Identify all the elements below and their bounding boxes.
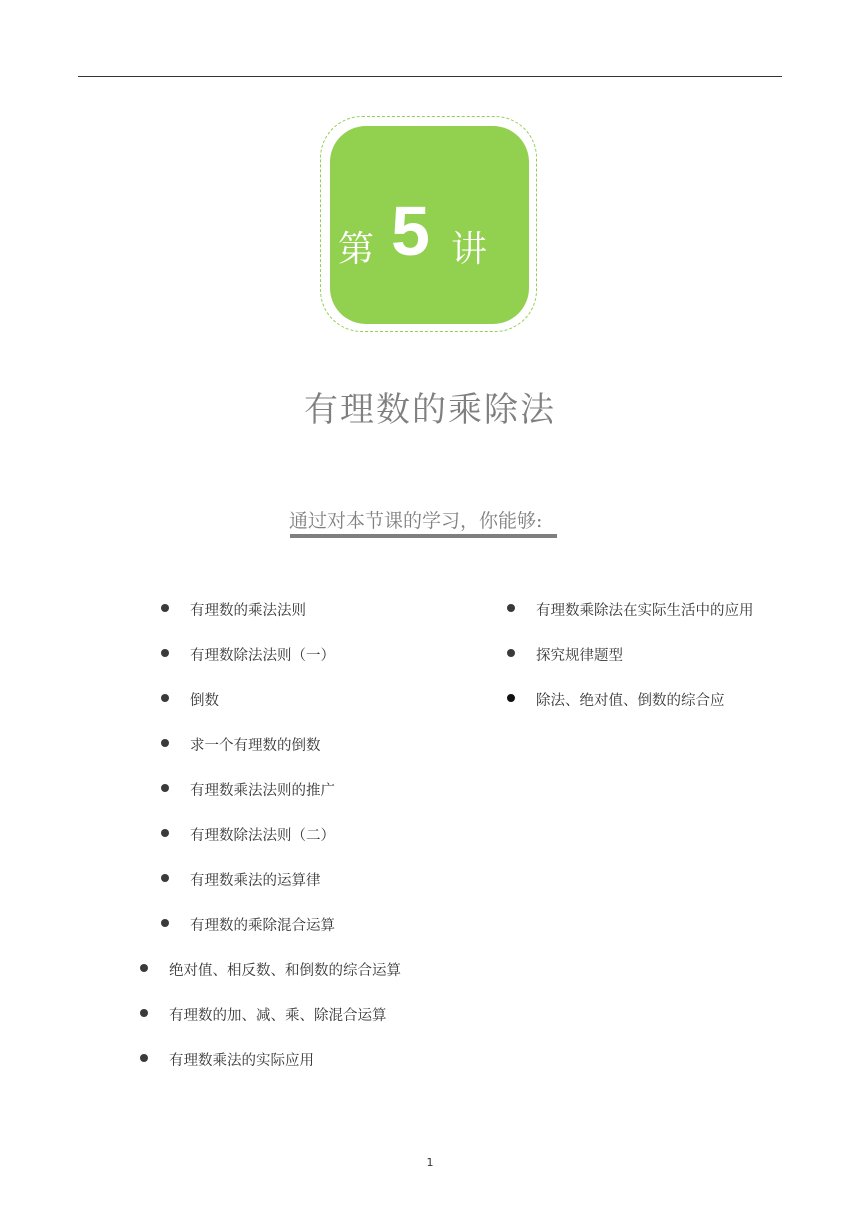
bullet-icon [161,604,169,612]
bullet-icon [507,604,515,612]
objective-item: 有理数乘法法则的推广 [190,783,335,799]
bullet-icon [140,1054,148,1062]
bullet-icon [140,1009,148,1017]
objective-item: 有理数的加、减、乘、除混合运算 [169,1008,387,1024]
objective-item: 有理数乘法的实际应用 [169,1053,314,1069]
objective-item: 绝对值、相反数、和倒数的综合运算 [169,963,401,979]
lesson-number-suffix: 讲 [451,229,488,270]
bullet-icon [161,739,169,747]
bullet-icon [161,829,169,837]
lesson-number: 5 [391,192,430,270]
objective-item: 有理数的乘除混合运算 [190,918,335,934]
bullet-icon [161,874,169,882]
bullet-icon [140,964,148,972]
bullet-icon [161,784,169,792]
objective-item: 求一个有理数的倒数 [190,738,321,754]
objective-item: 有理数除法法则（二） [190,828,335,844]
objective-item: 有理数乘除法在实际生活中的应用 [536,603,754,619]
objective-item: 探究规律题型 [536,648,623,664]
bullet-icon [161,694,169,702]
objective-item: 有理数的乘法法则 [190,603,306,619]
bullet-icon [507,649,515,657]
objectives-underline [290,534,557,538]
objective-item: 有理数乘法的运算律 [190,873,321,889]
objectives-intro: 通过对本节课的学习，你能够: [289,510,543,532]
bullet-icon [161,649,169,657]
objective-item: 除法、绝对值、倒数的综合应 [536,693,725,709]
objective-item: 倒数 [190,693,219,709]
objective-item: 有理数除法法则（一） [190,648,335,664]
bullet-icon [161,919,169,927]
lesson-number-prefix: 第 [338,229,375,270]
lesson-title: 有理数的乘除法 [304,390,556,430]
page-number: 1 [426,1156,434,1169]
header-rule [78,76,782,77]
bullet-icon [507,694,515,702]
